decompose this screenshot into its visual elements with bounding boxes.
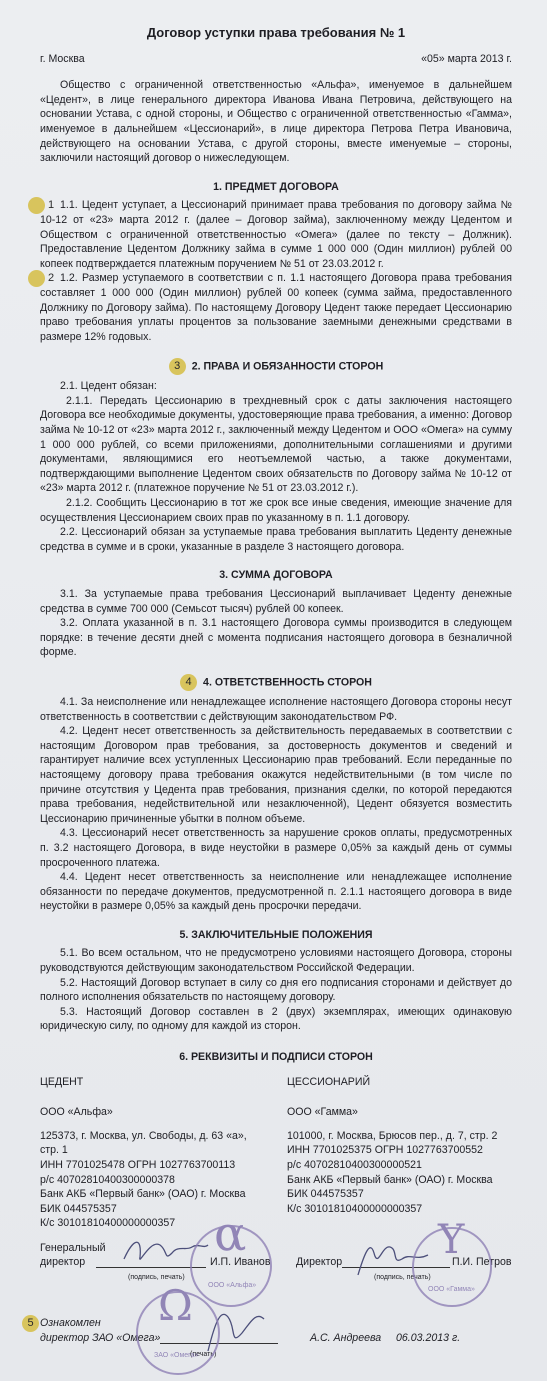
cessionary-requisites (265, 1075, 512, 1231)
marker-1: 1 (28, 197, 45, 214)
cessionary-address: 101000, г. Москва, Брюсов пер., д. 7, стр. 2 (287, 1129, 498, 1142)
cedent-position-line1: Генеральный (40, 1241, 106, 1254)
ack-caption: (печать) (190, 1350, 217, 1358)
city: г. Москва (40, 52, 85, 65)
cedent-address: 125373, г. Москва, ул. Свободы, д. 63 «а», стр. 1 (40, 1129, 247, 1157)
cedent-account: р/с 40702810400300000378 (40, 1173, 175, 1186)
cessionary-org: ООО «Гамма» (287, 1106, 358, 1119)
marker-5: 5 (22, 1315, 39, 1332)
cedent-stamp-text: ООО «Альфа» (208, 1281, 257, 1289)
ack-date: 06.03.2013 г. (396, 1331, 461, 1344)
marker-4: 4 (180, 674, 197, 691)
section-5-heading: 5. ЗАКЛЮЧИТЕЛЬНЫЕ ПОЛОЖЕНИЯ (179, 928, 373, 941)
clause-4-3: 4.3. Цессионарий несет ответственность за нарушение сроков оплаты, предусмотренных п. 3.2 настоящего Договора, в виде неустойки в размере 0,05% за каждый день от суммы просроченного платежа. (40, 827, 512, 869)
cessionary-account: р/с 40702810400300000521 (287, 1159, 422, 1171)
cedent-bank: Банк АКБ «Первый банк» (ОАО) г. Москва (40, 1188, 246, 1201)
cessionary-role: ЦЕССИОНАРИЙ (287, 1075, 371, 1088)
alpha-logo: α (214, 1205, 247, 1262)
cessionary-corr-account: К/с 30101810400000000357 (287, 1202, 423, 1215)
omega-logo: Ω (158, 1280, 193, 1330)
contract-date: «05» марта 2013 г. (421, 52, 512, 65)
contract-document (27, 25, 512, 1371)
cessionary-position: Директор (296, 1255, 343, 1268)
ack-position: директор ЗАО «Омега» (40, 1331, 161, 1344)
ack-stamp (136, 1280, 220, 1375)
clause-2-2: 2.2. Цессионарий обязан за уступаемые права требования выплатить Цеденту денежные средства в сумме и в сроки, указанные в разделе 3 настоящего договора. (40, 526, 512, 553)
cessionary-stamp (412, 1216, 492, 1307)
cedent-role: ЦЕДЕНТ (40, 1075, 84, 1088)
cedent-stamp (190, 1205, 272, 1307)
section-4-heading: 4 4. ОТВЕТСТВЕННОСТЬ СТОРОН (40, 674, 512, 691)
clause-2-1-2: 2.1.2. Сообщить Цессионарию в тот же срок все иные сведения, имеющие значение для осуществления Цессионарием своих прав по указанному в п. 1.1 договору. (40, 497, 512, 524)
clause-1-1: 1 1.1. Цедент уступает, а Цессионарий принимает права требования по договору займа № 10-12 от «23» марта 2012 г. (далее – Договор займа), заключенному между Цедентом и Обществом с ограниченной ответственностью «Омега» (далее по тексту – Должник). Предоставление Цедентом Должнику займа в сумме 1 000 000 (Один миллион) рублей 00 копеек подтверждается платежным поручением № 51 от 23.03.2012 г. (40, 198, 512, 271)
clause-1-2: 2 1.2. Размер уступаемого в соответствии с п. 1.1 настоящего Договора права требования составляет 1 000 000 (Один миллион) рублей 00 копеек (сумма займа, предоставленного Должнику по Договору займа). По настоящему Договору Цедент также передает Цессионарию право требования уплаты процентов за пользование заемными денежными средствами в размере 12% годовых. (40, 271, 512, 344)
cessionary-bik: БИК 044575357 (287, 1188, 364, 1201)
cedent-bik: БИК 044575357 (40, 1202, 117, 1215)
cedent-org: ООО «Альфа» (40, 1106, 113, 1119)
cedent-position-line2: директор (40, 1255, 86, 1268)
place-date-row (40, 52, 512, 67)
section-3-heading: 3. СУММА ДОГОВОРА (219, 569, 333, 582)
cedent-signer-name: И.П. Иванов (210, 1255, 271, 1268)
clause-2-1-1: 2.1.1. Передать Цессионарию в трехдневный срок с даты заключения настоящего Договора все необходимые документы, удостоверяющие права требования, а именно: Договор займа № 10-12 от «23» марта 2012 г., заключенный между Цедентом и ООО «Омега» на сумму 1 000 000 рублей, со всеми приложениями, дополнительными соглашениями и другими документами, являющимися его неотъемлемой частью, а также документами, подтверждающими выполнение Цедентом своих обязательств по Договору займа № 10-12 от «23» марта 2012 г. (платежное поручение № 51 от 23.03.2012 г.). (40, 394, 512, 495)
clause-5-3: 5.3. Настоящий Договор составлен в 2 (двух) экземплярах, имеющих одинаковую юридическую силу, по одному для каждой из сторон. (40, 1005, 512, 1033)
cessionary-stamp-text: ООО «Гамма» (428, 1285, 475, 1293)
cessionary-caption: (подпись, печать) (374, 1273, 431, 1281)
marker-2: 2 (28, 270, 45, 287)
section-6-heading: 6. РЕКВИЗИТЫ И ПОДПИСИ СТОРОН (179, 1051, 373, 1064)
cessionary-signer-name: П.И. Петров (452, 1255, 512, 1268)
ack-stamp-text: ЗАО «Омега» (154, 1351, 199, 1359)
section-1-heading: 1. ПРЕДМЕТ ДОГОВОРА (213, 180, 339, 193)
marker-3: 3 (169, 358, 186, 375)
gamma-logo: Y (438, 1216, 465, 1263)
clause-5-2: 5.2. Настоящий Договор вступает в силу со дня его подписания сторонами и действует до полного исполнения обязательств по настоящему договору. (40, 976, 512, 1004)
clause-5-1: 5.1. Во всем остальном, что не предусмотрено условиями настоящего Договора, стороны руководствуются действующим законодательством Российской Федерации. (40, 947, 512, 975)
clause-4-1: 4.1. За неисполнение или ненадлежащее исполнение настоящего Договора стороны несут ответственность в соответствии с действующим законодательством РФ. (40, 695, 512, 723)
cedent-corr-account: К/с 30101810400000000357 (40, 1217, 176, 1230)
cedent-caption: (подпись, печать) (128, 1273, 185, 1281)
ack-label: Ознакомлен (40, 1316, 101, 1329)
clause-4-2: 4.2. Цедент несет ответственность за действительность передаваемых в соответствии с настоящим Договором прав требования, за достоверность документов и сведений и гарантирует наличие всех уступленных Цессионарию прав требований. Если переданные по настоящему договору права требования окажутся недействительными (в том числе по причине отсутствия у Цедента прав требования, признания сделки, по которой передаются права требования, недействительной или незаключенной), Цедент обязуется возместить Цессионарию причиненные убытки в полном объеме. (40, 725, 512, 825)
requisites (40, 1075, 512, 1231)
clause-2-1: 2.1. Цедент обязан: (60, 380, 157, 393)
clause-3-2: 3.2. Оплата указанной в п. 3.1 настоящего Договора суммы производится в следующем порядке: в течение десяти дней с момента подписания настоящего договора в безналичной форме. (40, 617, 512, 659)
cessionary-bank: Банк АКБ «Первый банк» (ОАО) г. Москва (287, 1173, 493, 1186)
clause-3-1: 3.1. За уступаемые права требования Цессионарий выплачивает Цеденту денежные средства в сумме 700 000 (Семьсот тысяч) рублей 00 копеек. (40, 588, 512, 615)
section-2-heading: 3 2. ПРАВА И ОБЯЗАННОСТИ СТОРОН (40, 358, 512, 375)
clause-4-4: 4.4. Цедент несет ответственность за неисполнение или ненадлежащее исполнение обязанности по передаче документов, предусмотренной п. 2.1.1 настоящего договора в виде неустойки в размере 0,05% за каждый день просрочки передачи. (40, 871, 512, 913)
cedent-inn: ИНН 7701025478 ОГРН 1027763700113 (40, 1159, 236, 1171)
document-title: Договор уступки права требования № 1 (146, 25, 406, 40)
ack-signer-name: А.С. Андреева (310, 1331, 382, 1344)
cessionary-inn: ИНН 7701025375 ОГРН 1027763700552 (287, 1144, 483, 1157)
preamble: Общество с ограниченной ответственностью «Альфа», именуемое в дальнейшем «Цедент», в лице генерального директора Иванова Ивана Петровича, действующего на основании Устава, с одной стороны, и Общество с ограниченной ответственностью «Гамма», именуемое в дальнейшем «Цессионарий», в лице директора Петрова Петра Ивановича, действующего на основании Устава, с другой стороны, вместе именуемые – стороны, заключили настоящий договор о нижеследующем. (40, 79, 512, 165)
